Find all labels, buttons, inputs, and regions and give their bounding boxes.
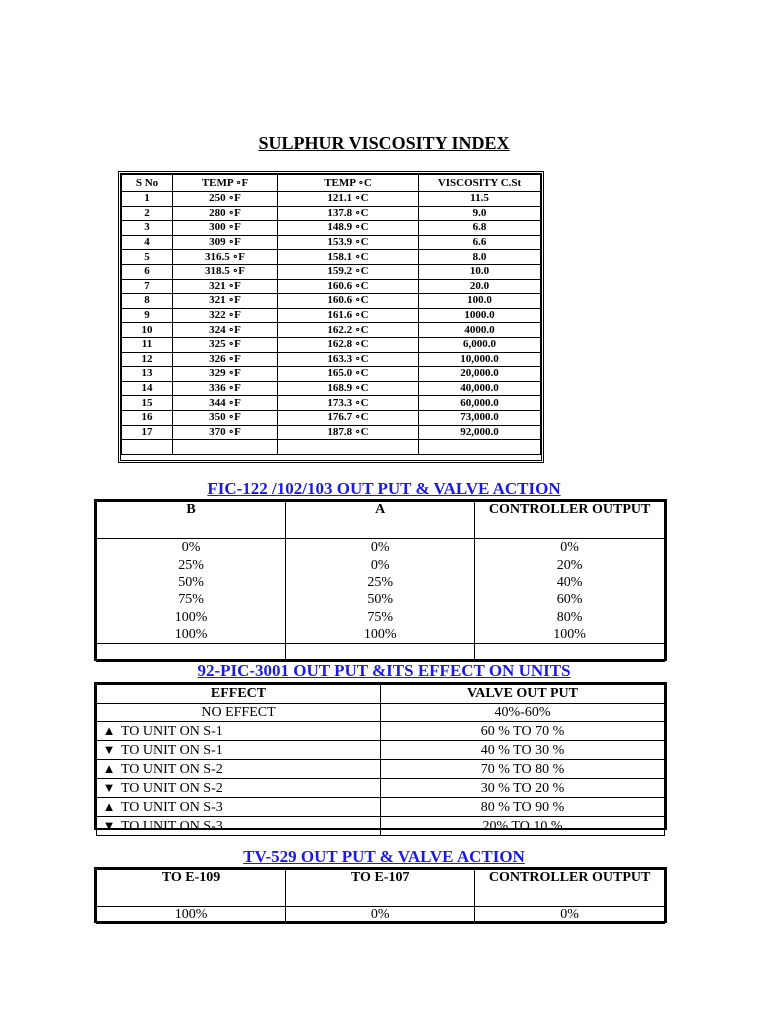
controller-output-cell: 0%	[475, 907, 665, 924]
viscosity-cell: 20,000.0	[419, 367, 541, 382]
temp-c-cell: 163.3 ∘C	[278, 352, 419, 367]
effect-cell	[97, 798, 381, 817]
header-to-e109: TO E-109	[97, 870, 286, 907]
temp-f-cell: 344 ∘F	[173, 396, 278, 411]
b-cell: 50%	[97, 574, 286, 591]
effect-label: TO UNIT ON S-2	[121, 781, 223, 796]
pic-table-frame	[94, 682, 667, 834]
empty-cell	[278, 440, 419, 455]
sno-cell: 8	[122, 294, 173, 309]
viscosity-table	[121, 174, 541, 455]
header-temp-c: TEMP ∘C	[278, 175, 419, 192]
table-row	[97, 760, 665, 779]
table-row	[122, 410, 541, 425]
temp-f-cell: 324 ∘F	[173, 323, 278, 338]
down-arrow-icon: ▼	[102, 780, 116, 795]
temp-f-cell: 329 ∘F	[173, 367, 278, 382]
header-controller-output: CONTROLLER OUTPUT	[475, 502, 665, 539]
sno-cell: 16	[122, 410, 173, 425]
table-row	[122, 323, 541, 338]
table-row	[97, 704, 665, 722]
to-e107-cell: 0%	[286, 907, 475, 924]
tv-table-header	[97, 870, 665, 907]
b-cell: 100%	[97, 609, 286, 626]
viscosity-cell: 4000.0	[419, 323, 541, 338]
table-row	[97, 798, 665, 817]
temp-f-cell: 280 ∘F	[173, 206, 278, 221]
table-row	[122, 367, 541, 382]
b-cell: 75%	[97, 591, 286, 608]
table-row	[122, 192, 541, 207]
sno-cell: 17	[122, 425, 173, 440]
effect-cell: NO EFFECT	[97, 704, 381, 722]
table-row	[97, 626, 665, 644]
sno-cell: 6	[122, 264, 173, 279]
viscosity-cell: 6.6	[419, 235, 541, 250]
viscosity-table-header	[122, 175, 541, 192]
table-row	[122, 337, 541, 352]
header-controller-output: CONTROLLER OUTPUT	[475, 870, 665, 907]
table-row	[97, 907, 665, 924]
header-viscosity: VISCOSITY C.St	[419, 175, 541, 192]
viscosity-cell: 60,000.0	[419, 396, 541, 411]
b-cell: 0%	[97, 539, 286, 557]
temp-c-cell: 165.0 ∘C	[278, 367, 419, 382]
a-cell: 100%	[286, 626, 475, 644]
table-row	[122, 396, 541, 411]
table-row	[122, 264, 541, 279]
header-b: B	[97, 502, 286, 539]
sno-cell: 9	[122, 308, 173, 323]
temp-c-cell: 161.6 ∘C	[278, 308, 419, 323]
output-cell: 60 % TO 70 %	[381, 722, 665, 741]
table-row	[97, 741, 665, 760]
table-row	[122, 206, 541, 221]
header-temp-f: TEMP ∘F	[173, 175, 278, 192]
viscosity-cell: 8.0	[419, 250, 541, 265]
temp-c-cell: 162.8 ∘C	[278, 337, 419, 352]
temp-c-cell: 121.1 ∘C	[278, 192, 419, 207]
effect-cell	[97, 741, 381, 760]
empty-cell	[122, 440, 173, 455]
table-row	[122, 235, 541, 250]
temp-f-cell: 321 ∘F	[173, 294, 278, 309]
effect-label: TO UNIT ON S-1	[121, 743, 223, 758]
controller-output-cell: 60%	[475, 591, 665, 608]
viscosity-cell: 6,000.0	[419, 337, 541, 352]
fic-section-title: FIC-122 /102/103 OUT PUT & VALVE ACTION	[207, 479, 561, 498]
temp-c-cell: 148.9 ∘C	[278, 221, 419, 236]
table-row	[97, 591, 665, 608]
temp-c-cell: 187.8 ∘C	[278, 425, 419, 440]
controller-output-cell: 0%	[475, 539, 665, 557]
viscosity-cell: 1000.0	[419, 308, 541, 323]
temp-f-cell: 321 ∘F	[173, 279, 278, 294]
header-sno: S No	[122, 175, 173, 192]
header-a: A	[286, 502, 475, 539]
table-row	[97, 779, 665, 798]
controller-output-cell: 80%	[475, 609, 665, 626]
fic-table-body	[97, 539, 665, 662]
sno-cell: 4	[122, 235, 173, 250]
up-arrow-icon: ▲	[102, 723, 116, 738]
effect-cell	[97, 760, 381, 779]
sno-cell: 5	[122, 250, 173, 265]
viscosity-cell: 11.5	[419, 192, 541, 207]
pic-table	[96, 684, 665, 836]
tv-table-frame	[94, 867, 667, 923]
sno-cell: 14	[122, 381, 173, 396]
sno-cell: 11	[122, 337, 173, 352]
temp-f-cell: 336 ∘F	[173, 381, 278, 396]
b-cell: 25%	[97, 556, 286, 573]
down-arrow-icon: ▼	[102, 742, 116, 757]
table-row	[122, 352, 541, 367]
effect-label: TO UNIT ON S-1	[121, 724, 223, 739]
to-e109-cell: 100%	[97, 907, 286, 924]
empty-cell	[475, 644, 665, 662]
output-cell: 80 % TO 90 %	[381, 798, 665, 817]
output-cell: 30 % TO 20 %	[381, 779, 665, 798]
temp-c-cell: 160.6 ∘C	[278, 294, 419, 309]
viscosity-cell: 10.0	[419, 264, 541, 279]
controller-output-cell: 100%	[475, 626, 665, 644]
viscosity-cell: 73,000.0	[419, 410, 541, 425]
sno-cell: 7	[122, 279, 173, 294]
pic-section-title: 92-PIC-3001 OUT PUT &ITS EFFECT ON UNITS	[197, 661, 571, 680]
temp-c-cell: 162.2 ∘C	[278, 323, 419, 338]
temp-f-cell: 318.5 ∘F	[173, 264, 278, 279]
table-row	[97, 609, 665, 626]
effect-label: TO UNIT ON S-3	[121, 819, 223, 834]
sno-cell: 12	[122, 352, 173, 367]
down-arrow-icon: ▼	[102, 818, 116, 833]
header-to-e107: TO E-107	[286, 870, 475, 907]
empty-row	[122, 440, 541, 455]
effect-label: TO UNIT ON S-2	[121, 762, 223, 777]
sno-cell: 2	[122, 206, 173, 221]
temp-f-cell: 370 ∘F	[173, 425, 278, 440]
table-row	[122, 381, 541, 396]
effect-cell	[97, 722, 381, 741]
output-cell: 40 % TO 30 %	[381, 741, 665, 760]
table-row	[97, 722, 665, 741]
sno-cell: 13	[122, 367, 173, 382]
temp-f-cell: 350 ∘F	[173, 410, 278, 425]
temp-c-cell: 160.6 ∘C	[278, 279, 419, 294]
viscosity-cell: 40,000.0	[419, 381, 541, 396]
tv-table-body	[97, 907, 665, 924]
effect-cell	[97, 779, 381, 798]
table-row	[122, 308, 541, 323]
table-row	[97, 574, 665, 591]
tv-table	[96, 869, 665, 924]
b-cell: 100%	[97, 626, 286, 644]
temp-c-cell: 168.9 ∘C	[278, 381, 419, 396]
effect-label: TO UNIT ON S-3	[121, 800, 223, 815]
a-cell: 25%	[286, 574, 475, 591]
sno-cell: 3	[122, 221, 173, 236]
fic-table-header	[97, 502, 665, 539]
sno-cell: 1	[122, 192, 173, 207]
a-cell: 50%	[286, 591, 475, 608]
temp-f-cell: 322 ∘F	[173, 308, 278, 323]
temp-c-cell: 173.3 ∘C	[278, 396, 419, 411]
fic-table-frame	[94, 499, 667, 661]
viscosity-cell: 92,000.0	[419, 425, 541, 440]
viscosity-cell: 9.0	[419, 206, 541, 221]
tv-section-title: TV-529 OUT PUT & VALVE ACTION	[243, 847, 525, 866]
pic-table-header	[97, 685, 665, 704]
a-cell: 0%	[286, 556, 475, 573]
viscosity-cell: 10,000.0	[419, 352, 541, 367]
table-row	[122, 279, 541, 294]
temp-f-cell: 325 ∘F	[173, 337, 278, 352]
sno-cell: 15	[122, 396, 173, 411]
header-effect: EFFECT	[97, 685, 381, 704]
viscosity-table-body	[122, 192, 541, 455]
viscosity-cell: 20.0	[419, 279, 541, 294]
empty-cell	[97, 644, 286, 662]
temp-f-cell: 326 ∘F	[173, 352, 278, 367]
viscosity-table-frame	[118, 171, 544, 463]
table-row	[122, 425, 541, 440]
effect-cell	[97, 817, 381, 836]
header-valve-output: VALVE OUT PUT	[381, 685, 665, 704]
table-row	[122, 221, 541, 236]
sno-cell: 10	[122, 323, 173, 338]
output-cell: 20% TO 10 %	[381, 817, 665, 836]
temp-c-cell: 153.9 ∘C	[278, 235, 419, 250]
up-arrow-icon: ▲	[102, 799, 116, 814]
pic-table-body	[97, 704, 665, 836]
table-row	[97, 539, 665, 557]
temp-f-cell: 300 ∘F	[173, 221, 278, 236]
a-cell: 0%	[286, 539, 475, 557]
a-cell: 75%	[286, 609, 475, 626]
page-title: SULPHUR VISCOSITY INDEX	[258, 133, 510, 153]
table-row	[122, 294, 541, 309]
temp-c-cell: 137.8 ∘C	[278, 206, 419, 221]
output-cell: 40%-60%	[381, 704, 665, 722]
viscosity-cell: 6.8	[419, 221, 541, 236]
empty-row	[97, 644, 665, 662]
temp-c-cell: 158.1 ∘C	[278, 250, 419, 265]
viscosity-cell: 100.0	[419, 294, 541, 309]
temp-c-cell: 159.2 ∘C	[278, 264, 419, 279]
temp-f-cell: 250 ∘F	[173, 192, 278, 207]
temp-f-cell: 309 ∘F	[173, 235, 278, 250]
table-row	[97, 556, 665, 573]
table-row	[122, 250, 541, 265]
table-row	[97, 817, 665, 836]
temp-f-cell: 316.5 ∘F	[173, 250, 278, 265]
controller-output-cell: 20%	[475, 556, 665, 573]
empty-cell	[419, 440, 541, 455]
fic-table	[96, 501, 665, 662]
controller-output-cell: 40%	[475, 574, 665, 591]
empty-cell	[173, 440, 278, 455]
up-arrow-icon: ▲	[102, 761, 116, 776]
empty-cell	[286, 644, 475, 662]
output-cell: 70 % TO 80 %	[381, 760, 665, 779]
temp-c-cell: 176.7 ∘C	[278, 410, 419, 425]
